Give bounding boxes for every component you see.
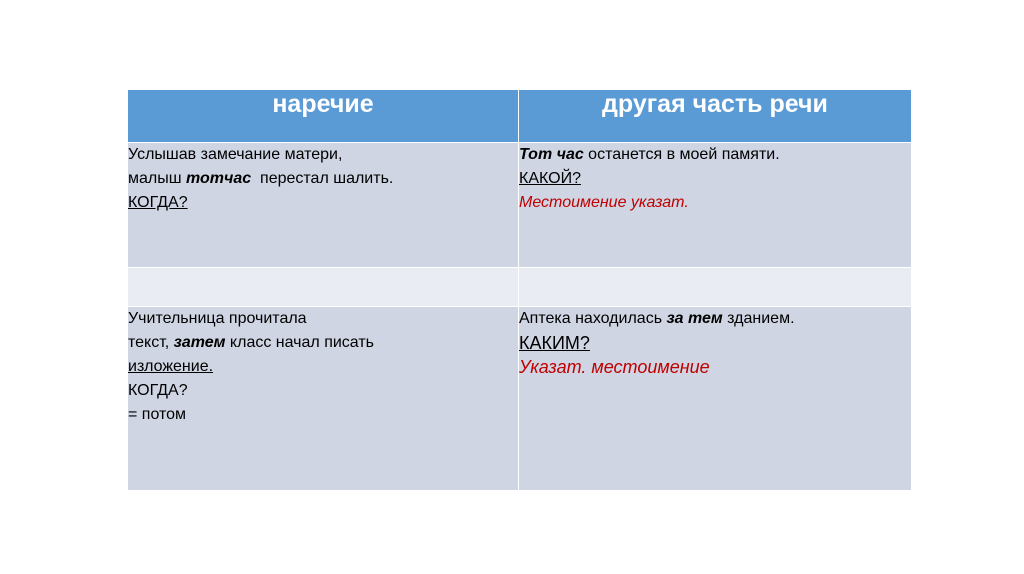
cell-adverb-example-2 — [128, 307, 519, 491]
cell-other-example-1 — [519, 143, 912, 268]
header-adverb: наречие — [128, 90, 519, 143]
header-row — [128, 90, 912, 143]
sentence-line: Услышав замечание матери, — [128, 146, 343, 163]
empty-cell — [519, 268, 912, 307]
table-row — [128, 143, 912, 268]
part-of-speech-note: Указат. местоимение — [519, 357, 710, 377]
sentence-line: Учительница прочитала — [128, 310, 307, 327]
text-fragment: зданием. — [722, 310, 795, 327]
text-fragment: текст, — [128, 334, 174, 351]
cell-adverb-example-1 — [128, 143, 519, 268]
empty-cell — [128, 268, 519, 307]
sentence-line: изложение. — [128, 358, 214, 375]
part-of-speech-note: Местоимение указат. — [519, 194, 689, 211]
text-fragment: перестал шалить. — [251, 170, 394, 187]
cell-other-example-2 — [519, 307, 912, 491]
question: КАКИМ? — [519, 333, 590, 353]
sentence-line — [128, 167, 518, 191]
sentence-line — [519, 307, 911, 331]
question: КОГДА? — [128, 382, 188, 399]
table-row-spacer — [128, 268, 912, 307]
highlighted-word: затем — [173, 334, 226, 351]
text-fragment: останется в моей памяти. — [583, 146, 780, 163]
text-fragment: Аптека находилась — [519, 310, 667, 327]
text-fragment: малыш — [128, 170, 187, 187]
highlighted-word: Тот час — [519, 146, 584, 163]
question: КАКОЙ? — [519, 170, 581, 187]
comparison-table — [127, 89, 912, 491]
table-row — [128, 307, 912, 491]
synonym: = потом — [128, 406, 187, 423]
highlighted-word: за тем — [666, 310, 723, 327]
sentence-line — [128, 331, 518, 355]
text-fragment: класс начал писать — [225, 334, 374, 351]
sentence-line — [519, 143, 911, 167]
header-other-part-of-speech: другая часть речи — [519, 90, 912, 143]
highlighted-word: тотчас — [186, 170, 252, 187]
question: КОГДА? — [128, 194, 188, 211]
